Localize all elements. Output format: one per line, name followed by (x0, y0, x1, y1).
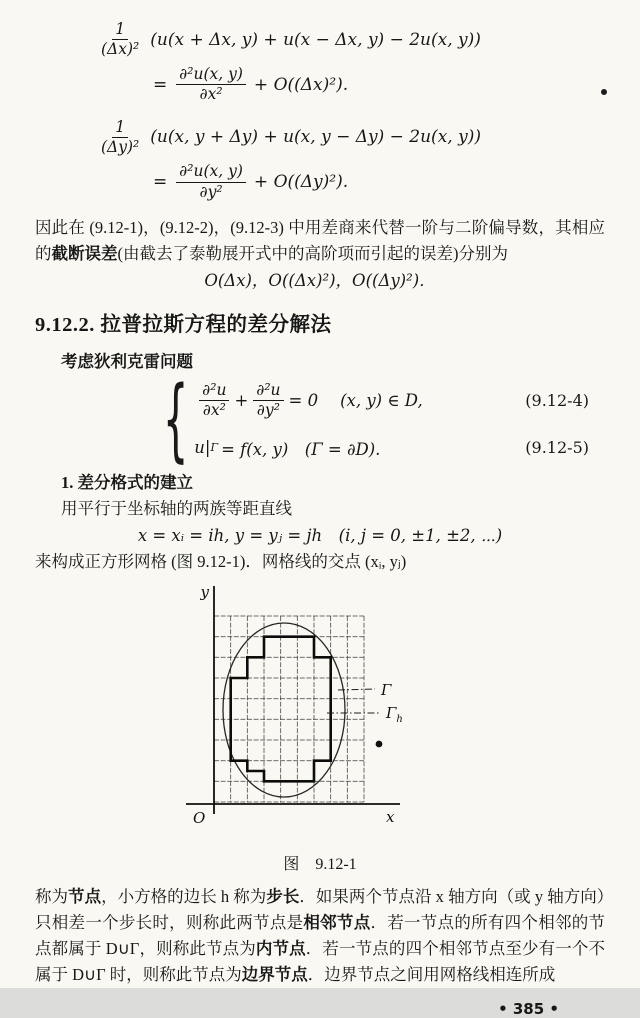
gamma-h-base: Γ (386, 703, 397, 722)
fraction-numerator: ∂²u(x, y) (176, 162, 246, 182)
equation-line (153, 162, 605, 202)
page-number: • 385 • (498, 999, 559, 1018)
paragraph-text: ．若一节点的四个相邻节点至少有一个不属于 D∪Γ 时，则称此节点为 (35, 938, 606, 984)
equation-label: (9.12-4) (525, 391, 589, 411)
laplace-equation-row (194, 381, 589, 421)
fraction-numerator: 1 (112, 20, 128, 40)
fraction (199, 381, 229, 421)
emphasized-term: 截断误差 (51, 244, 118, 263)
equals-sign: = (153, 74, 168, 95)
plus-sign: + (234, 391, 249, 411)
fraction-denominator: ∂y² (256, 401, 280, 420)
difference-quotient-x-equation (35, 20, 605, 105)
restriction-bar: | (204, 438, 211, 458)
emphasized-term: 边界节点 (241, 964, 308, 984)
system-rows (194, 381, 589, 460)
subsection-1-heading: 1. 差分格式的建立 (61, 472, 193, 492)
fraction-denominator: ∂y² (199, 182, 223, 201)
y-axis-label: y (200, 582, 209, 601)
fraction-denominator: ∂x² (199, 85, 223, 104)
fraction-denominator: (Δx)² (101, 40, 140, 59)
figure-svg (137, 581, 417, 851)
node-definitions-paragraph (35, 884, 605, 988)
grid-construction-line: 来构成正方形网格 (图 9.12-1)．网格线的交点 (xᵢ, yⱼ) (35, 551, 407, 571)
system-brace: { (162, 367, 189, 473)
difference-quotient-y-equation (35, 118, 605, 203)
fraction-denominator: (Δy)² (101, 137, 140, 156)
gamma-h-label (385, 704, 403, 725)
figure-caption: 图 9.12-1 (283, 855, 357, 873)
fraction (98, 118, 142, 158)
fraction (98, 20, 142, 60)
grid-lines-intro: 用平行于坐标轴的两族等距直线 (61, 498, 292, 518)
fraction (253, 381, 283, 421)
emphasized-term: 节点 (68, 886, 102, 906)
equation-text: = 0 (288, 391, 319, 411)
margin-dot (601, 89, 607, 95)
paragraph-text: (由截去了泰勒展开式中的高阶项而引起的误差)分别为 (117, 244, 508, 263)
paragraph-text: 因此在 (9.12-1)，(9.12-2)，(9.12-3) 中用差商来代替一阶与二阶偏导数，其相应的 (35, 218, 605, 263)
paragraph-text: 称为 (35, 886, 69, 906)
origin-label: O (193, 808, 206, 827)
paragraph-text: ．边界节点之间用网格线相连所成 (307, 964, 556, 984)
equation-line (153, 65, 605, 105)
figure-9-12-1 (35, 581, 605, 851)
fraction-numerator: ∂²u(x, y) (176, 65, 246, 85)
boundary-subscript: Γ (210, 441, 219, 455)
truncation-orders-line: O(Δx)，O((Δx)²)，O((Δy)²)． (204, 271, 436, 290)
fraction (176, 162, 246, 202)
paragraph-text: ，小方格的边长 h 称为 (101, 886, 267, 906)
truncation-error-paragraph (35, 215, 605, 267)
emphasized-term: 相邻节点 (303, 912, 371, 932)
equation-line (93, 20, 605, 60)
fraction-denominator: ∂x² (202, 401, 226, 420)
gamma-h-subscript: h (396, 713, 403, 725)
fraction-numerator: ∂²u (253, 381, 283, 401)
equation-text: + O((Δy)²). (253, 172, 349, 193)
paragraph-text: ．如果两个节点沿 x 轴方向（或 y 轴方向）只相差一个步长时，则称此两节点是 (35, 886, 606, 932)
section-heading: 9.12.2. 拉普拉斯方程的差分解法 (35, 314, 332, 336)
emphasized-term: 步长 (266, 886, 300, 906)
equals-sign: = (153, 172, 168, 193)
gamma-label: Γ (381, 680, 392, 699)
equation-label: (9.12-5) (525, 438, 589, 458)
boundary-condition-row (194, 436, 589, 460)
point-marker (376, 740, 383, 747)
grid-lines-equation: x = xᵢ = ih, y = yⱼ = jh (i, j = 0, ±1, ±2, ⋯) (137, 525, 503, 545)
equation-text: u (194, 438, 205, 458)
equation-line (93, 118, 605, 158)
dirichlet-system (162, 367, 605, 473)
figure-grid (214, 616, 364, 802)
equation-text: (u(x + Δx, y) + u(x − Δx, y) − 2u(x, y)) (150, 29, 481, 50)
paragraph-text: ．若一节点的所有四个相邻的节点都属于 D∪Γ，则称此节点为 (35, 912, 606, 958)
fraction-numerator: ∂²u (199, 381, 229, 401)
emphasized-term: 内节点 (255, 938, 306, 958)
domain-condition: (x, y) ∈ D, (340, 391, 423, 411)
equation-text: + O((Δx)²). (253, 74, 349, 95)
equation-text: (u(x, y + Δy) + u(x, y − Δy) − 2u(x, y)) (150, 127, 481, 148)
equation-text: = f(x, y) (Γ = ∂D). (221, 439, 381, 459)
dirichlet-problem-intro: 考虑狄利克雷问题 (61, 352, 193, 371)
fraction (176, 65, 246, 105)
fraction-numerator: 1 (112, 118, 128, 138)
x-axis-label: x (386, 807, 395, 826)
domain-boundary-curve (223, 623, 345, 797)
